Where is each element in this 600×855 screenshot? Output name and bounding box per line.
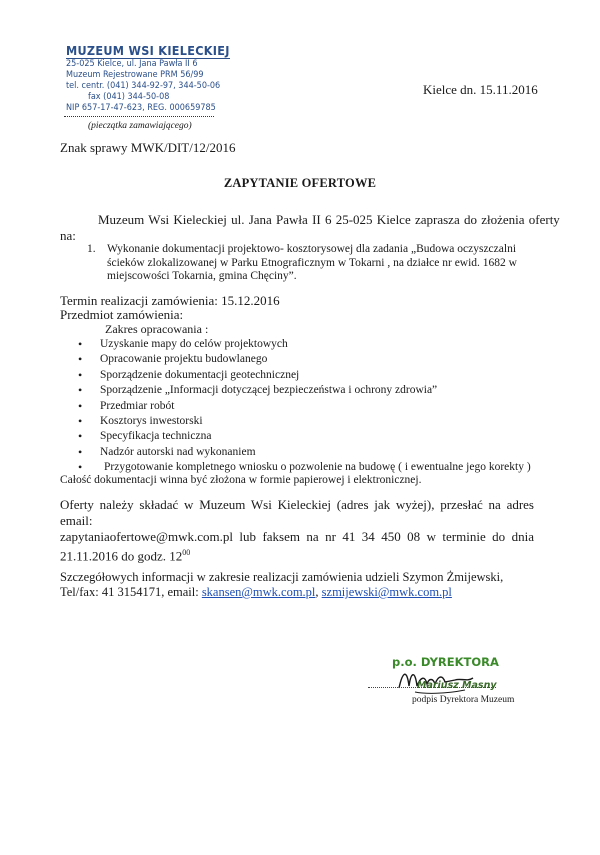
- intro-na: na:: [60, 228, 76, 243]
- list-item: • Uzyskanie mapy do celów projektowych: [72, 337, 531, 352]
- email-link-skansen[interactable]: skansen@mwk.com.pl: [201, 585, 316, 599]
- submission-line: [60, 545, 534, 564]
- list-item: • Sporządzenie dokumentacji geotechnicznej: [72, 368, 531, 383]
- list-item: • Przedmiar robót: [72, 399, 531, 414]
- subject-heading: Przedmiot zamówienia:: [60, 307, 184, 322]
- stamp-line: 25-025 Kielce, ul. Jana Pawła II 6: [66, 59, 198, 69]
- item-text-line: ścieków zlokalizowanej w Parku Etnograficznym w Tokarni , na działce nr ewid. 1682 w: [107, 256, 517, 269]
- acting-director-label: p.o. DYREKTORA: [392, 655, 499, 669]
- stamp-dotted-line: [64, 116, 214, 117]
- item-text-line: miejscowości Tokarnia, gmina Chęciny”.: [107, 270, 297, 282]
- list-item: • Opracowanie projektu budowlanego: [72, 352, 531, 367]
- scope-heading: Zakres opracowania :: [105, 322, 209, 336]
- signature-dotted-line: [368, 687, 496, 688]
- institution-stamp: [66, 40, 276, 114]
- list-item: • Sporządzenie „Informacji dotyczącej bezpieczeństwa i ochrony zdrowia”: [72, 383, 531, 398]
- stamp-line: tel. centr. (041) 344-92-97, 344-50-06: [66, 81, 221, 91]
- stamp-caption: (pieczątka zamawiającego): [88, 121, 192, 131]
- stamp-line: fax (041) 344-50-08: [88, 92, 170, 102]
- stamp-name: MUZEUM WSI KIELECKIEJ: [66, 43, 230, 58]
- item-text-line: Wykonanie dokumentacji projektowo- kosztorysowej dla zadania „Budowa oczyszczalni: [107, 243, 517, 255]
- document-title: ZAPYTANIE OFERTOWE: [223, 176, 377, 190]
- email-separator: ,: [315, 585, 322, 599]
- document-date: Kielce dn. 15.11.2016: [423, 82, 538, 97]
- item-text: [107, 243, 527, 284]
- submission-line: zapytaniaofertowe@mwk.com.pl lub faksem na nr 41 34 450 08 w terminie do dnia: [60, 529, 534, 544]
- email-link-szmijewski[interactable]: szmijewski@mwk.com.pl: [321, 585, 452, 599]
- contact-line: [60, 585, 550, 600]
- contact-info: [60, 570, 550, 600]
- deadline-time-minutes: 00: [182, 548, 191, 557]
- stamp-line: NIP 657-17-47-623, REG. 000659785: [66, 103, 216, 113]
- deadline-time: 21.11.2016 do godz. 12: [60, 548, 183, 564]
- submission-instructions: [60, 497, 534, 564]
- submission-line: Oferty należy składać w Muzeum Wsi Kieleckiej (adres jak wyżej), przesłać na adres email:: [60, 497, 534, 528]
- contact-line: Szczegółowych informacji w zakresie realizacji zamówienia udzieli Szymon Żmijewski,: [60, 570, 504, 584]
- signature-caption: podpis Dyrektora Muzeum: [412, 695, 515, 705]
- documentation-note: Całość dokumentacji winna być złożona w formie papierowej i elektronicznej.: [60, 474, 422, 486]
- list-item: • Specyfikacja techniczna: [72, 429, 531, 444]
- director-name-stamp: Mariusz Masny: [417, 680, 497, 691]
- list-item: • Kosztorys inwestorski: [72, 414, 531, 429]
- list-item: • Przygotowanie kompletnego wniosku o pozwolenie na budowę ( i ewentualne jego korekty ): [72, 460, 531, 475]
- scope-list: [72, 337, 531, 476]
- deadline: Termin realizacji zamówienia: 15.12.2016: [60, 293, 280, 308]
- contact-phone: Tel/fax: 41 3154171, email:: [60, 585, 202, 599]
- stamp-line: Muzeum Rejestrowane PRM 56/99: [66, 70, 204, 80]
- case-reference: Znak sprawy MWK/DIT/12/2016: [60, 140, 236, 155]
- intro-text: Muzeum Wsi Kieleckiej ul. Jana Pawła II 6 25-025 Kielce zaprasza do złożenia oferty: [98, 212, 560, 227]
- list-item: • Nadzór autorski nad wykonaniem: [72, 445, 531, 460]
- item-number: 1.: [87, 243, 96, 255]
